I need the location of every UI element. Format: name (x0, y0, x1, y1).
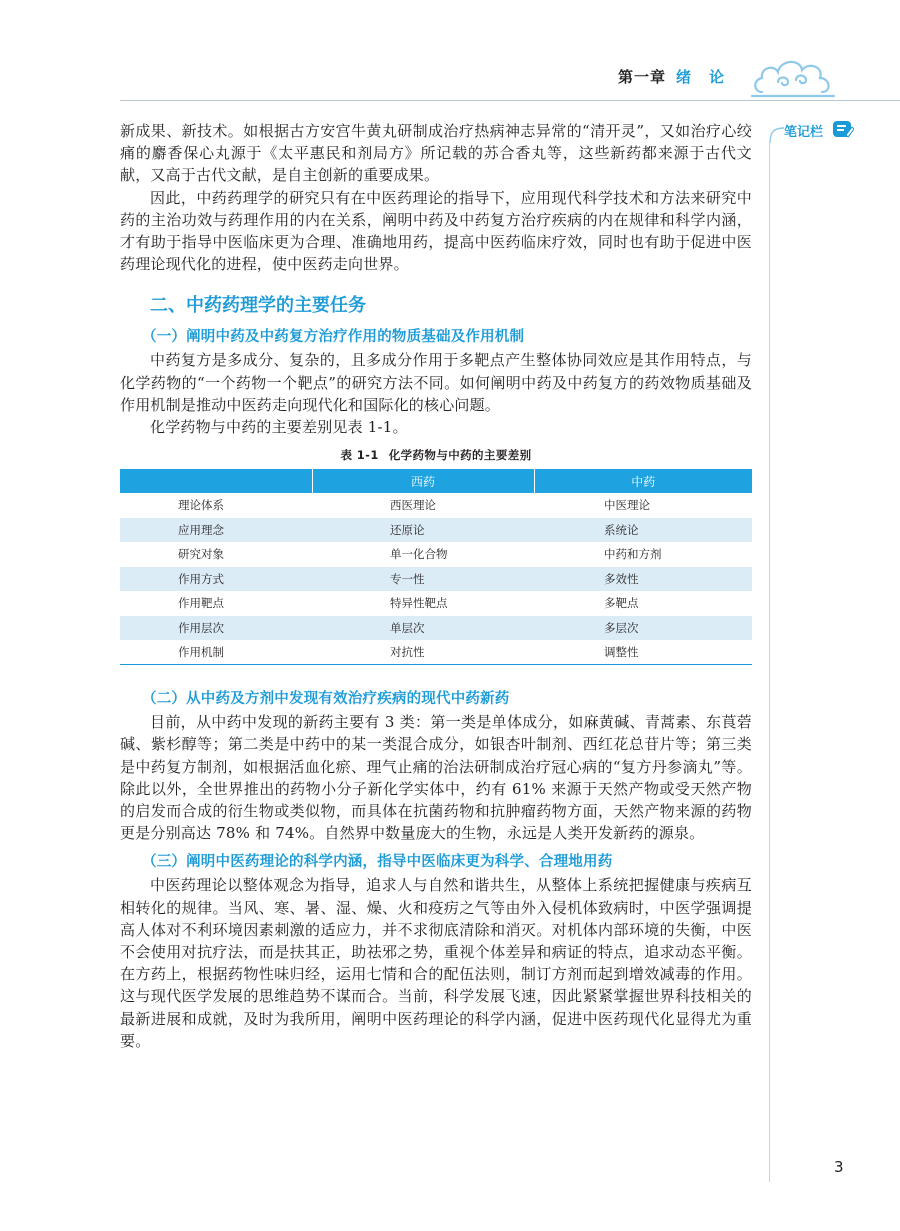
subsection-heading: （一）阐明中药及中药复方治疗作用的物质基础及作用机制 (142, 329, 525, 346)
table-header-cell: 西药 (312, 469, 534, 493)
table-cell: 多靶点 (604, 596, 639, 611)
table-cell: 中医理论 (604, 498, 650, 513)
table-cell: 还原论 (312, 518, 534, 543)
body-paragraph: 新成果、新技术。如根据古方安宫牛黄丸研制成治疗热病神志异常的“清开灵”，又如治疗心绞痛的麝香保心丸源于《太平惠民和剂局方》所记载的苏合香丸等，这些新药都来源于古代文献，又高于古代文献，是自主创新的重要成果。 (120, 122, 752, 185)
table-caption (120, 447, 752, 463)
table-cell: 对抗性 (390, 645, 425, 660)
body-paragraph: 目前，从中药中发现的新药主要有 3 类：第一类是单体成分，如麻黄碱、青蒿素、东莨菪碱、紫杉醇等；第二类是中药中的某一类混合成分，如银杏叶制剂、西红花总苷片等；第三类是中药复方制剂，如根据活血化瘀、理气止痛的治法研制成治疗冠心病的“复方丹参滴丸”等。除此以外，全世界推出的药物小分子新化学实体中，约有 61% 来源于天然产物或受天然产物的启发而合成的衍生物或类似物，而具体在抗菌药物和抗肿瘤药物方面，天然产物来源的药物更是分别高达 78% 和 74%。自然界中数量庞大的生物，永远是人类开发新药的源泉。 (120, 713, 752, 843)
table-cell: 应用理念 (120, 518, 312, 543)
section-heading: 二、中药药理学的主要任务 (150, 295, 366, 317)
comparison-table (120, 469, 752, 665)
table-header-cell (120, 469, 312, 493)
table-header-cell: 中药 (534, 469, 752, 493)
table-cell: 系统论 (534, 518, 752, 543)
table-cell: 调整性 (604, 645, 639, 660)
note-column-label: 笔记栏 (784, 125, 824, 140)
subsection-heading: （三）阐明中医药理论的科学内涵，指导中医临床更为科学、合理地用药 (142, 854, 613, 871)
body-paragraph: 化学药物与中药的主要差别见表 1-1。 (150, 418, 408, 437)
body-paragraph: 因此，中药药理学的研究只有在中医药理论的指导下，应用现代科学技术和方法来研究中药的主治功效与药理作用的内在关系，阐明中药及中药复方治疗疾病的内在规律和科学内涵，才有助于指导中医临床更为合理、准确地用药，提高中医药临床疗效，同时也有助于促进中医药理论现代化的进程，使中医药走向世界。 (120, 188, 752, 274)
chapter-label: 第一章 (618, 68, 667, 86)
notebook-pencil-icon (832, 119, 854, 139)
table-cell: 多效性 (534, 567, 752, 592)
table-cell: 单层次 (312, 616, 534, 641)
table-row (120, 591, 752, 616)
table-cell: 作用靶点 (178, 596, 224, 611)
page-number: 3 (834, 1158, 844, 1176)
table-header-row (120, 469, 752, 493)
table-cell: 理论体系 (178, 498, 224, 513)
table-caption-text: 化学药物与中药的主要差别 (388, 448, 532, 463)
table-row (120, 518, 752, 543)
body-paragraph: 中药复方是多成分、复杂的，且多成分作用于多靶点产生整体协同效应是其作用特点，与化学药物的“一个药物一个靶点”的研究方法不同。如何阐明中药及中药复方的药效物质基础及作用机制是推动中医药走向现代化和国际化的核心问题。 (120, 351, 752, 414)
table-cell: 专一性 (312, 567, 534, 592)
table-row (120, 567, 752, 592)
table-cell: 单一化合物 (390, 547, 448, 562)
table-cell: 西医理论 (390, 498, 436, 513)
header-rule (120, 100, 900, 101)
note-column-bracket (756, 124, 786, 144)
table-cell: 作用方式 (120, 567, 312, 592)
table-row (120, 542, 752, 567)
main-content (120, 120, 752, 1052)
table-cell: 中药和方剂 (604, 547, 662, 562)
table-cell: 多层次 (534, 616, 752, 641)
chapter-topic: 绪论 (676, 68, 743, 86)
table-caption-number: 表 1-1 (340, 448, 379, 463)
running-header (618, 66, 742, 87)
note-column-rule (769, 142, 770, 1182)
table-cell: 研究对象 (178, 547, 224, 562)
table-cell: 特异性靶点 (390, 596, 448, 611)
table-row (120, 640, 752, 665)
body-paragraph: 中医药理论以整体观念为指导，追求人与自然和谐共生，从整体上系统把握健康与疾病互相转化的规律。当风、寒、暑、湿、燥、火和疫疠之气等由外入侵机体致病时，中医学强调提高人体对不利环境因素刺激的适应力，并不求彻底清除和消灭。对机体内部环境的失衡，中医不会使用对抗疗法，而是扶其正，助祛邪之势，重视个体差异和病证的特点，追求动态平衡。在方药上，根据药物性味归经，运用七情和合的配伍法则，制订方剂而起到增效减毒的作用。这与现代医学发展的思维趋势不谋而合。当前，科学发展飞速，因此紧紧掌握世界科技相关的最新进展和成就，及时为我所用，阐明中医药理论的科学内涵，促进中医药现代化显得尤为重要。 (120, 876, 752, 1050)
table-cell: 作用机制 (178, 645, 224, 660)
table-row (120, 616, 752, 641)
cloud-decoration-icon (748, 50, 838, 102)
subsection-heading: （二）从中药及方剂中发现有效治疗疾病的现代中药新药 (142, 691, 510, 708)
table-cell: 作用层次 (120, 616, 312, 641)
table-row (120, 493, 752, 518)
